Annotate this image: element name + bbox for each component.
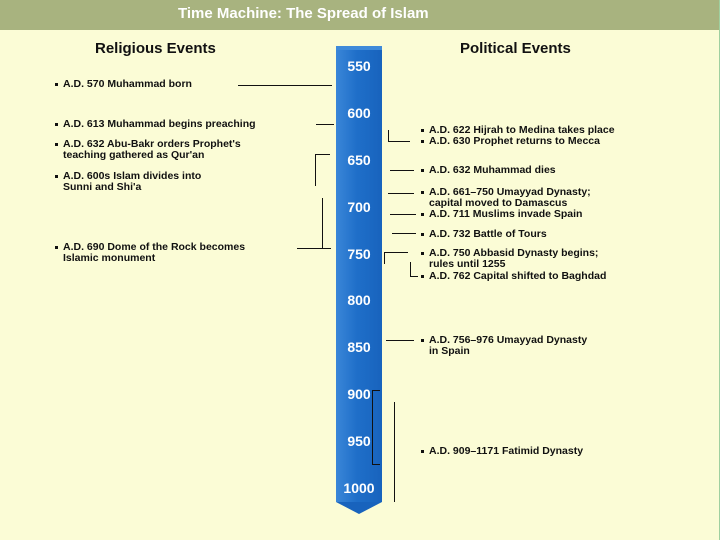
connector-909-v bbox=[372, 390, 373, 464]
event-bullet bbox=[421, 213, 424, 216]
political-event-line: A.D. 750 Abbasid Dynasty begins; bbox=[429, 247, 599, 259]
connector-632-h bbox=[315, 154, 330, 155]
religious-event-line: Islamic monument bbox=[63, 252, 156, 264]
event-bullet bbox=[421, 169, 424, 172]
connector-632-h bbox=[390, 170, 414, 171]
political-events-header: Political Events bbox=[460, 40, 571, 57]
connector-762-v bbox=[410, 262, 411, 276]
event-bullet bbox=[421, 339, 424, 342]
year-label-650: 650 bbox=[347, 152, 371, 168]
year-label-850: 850 bbox=[347, 339, 371, 355]
political-event-line: A.D. 732 Battle of Tours bbox=[429, 228, 547, 240]
event-bullet bbox=[55, 246, 58, 249]
religious-events-header: Religious Events bbox=[95, 40, 216, 57]
event-bullet bbox=[421, 450, 424, 453]
connector-570 bbox=[238, 85, 332, 86]
event-bullet bbox=[421, 233, 424, 236]
connector-762-h bbox=[410, 276, 418, 277]
religious-event-line: A.D. 613 Muhammad begins preaching bbox=[63, 118, 256, 130]
year-label-1000: 1000 bbox=[343, 480, 375, 496]
event-bullet bbox=[55, 143, 58, 146]
year-label-800: 800 bbox=[347, 292, 371, 308]
year-label-700: 700 bbox=[347, 199, 371, 215]
event-bullet bbox=[55, 83, 58, 86]
year-label-600: 600 bbox=[347, 105, 371, 121]
event-bullet bbox=[421, 191, 424, 194]
event-bullet bbox=[421, 275, 424, 278]
event-bullet bbox=[421, 140, 424, 143]
page-title: Time Machine: The Spread of Islam bbox=[178, 5, 429, 22]
event-bullet bbox=[421, 129, 424, 132]
year-label-750: 750 bbox=[347, 246, 371, 262]
event-bullet bbox=[421, 252, 424, 255]
religious-event-line: A.D. 600s Islam divides into bbox=[63, 170, 202, 182]
year-label-550: 550 bbox=[347, 58, 371, 74]
religious-event-line: teaching gathered as Qur'an bbox=[63, 149, 205, 161]
event-bullet bbox=[55, 123, 58, 126]
connector-661-h bbox=[388, 193, 414, 194]
connector-750-v bbox=[384, 252, 385, 264]
connector-630-h bbox=[388, 141, 410, 142]
year-label-900: 900 bbox=[347, 386, 371, 402]
year-label-950: 950 bbox=[347, 433, 371, 449]
political-event-line: in Spain bbox=[429, 345, 470, 357]
connector-690-v bbox=[322, 198, 323, 248]
religious-event-line: A.D. 632 Abu-Bakr orders Prophet's bbox=[63, 138, 241, 150]
political-event-line: A.D. 909–1171 Fatimid Dynasty bbox=[429, 445, 584, 457]
political-event-line: A.D. 661–750 Umayyad Dynasty; bbox=[429, 186, 591, 198]
political-event-line: rules until 1255 bbox=[429, 258, 506, 270]
event-bullet bbox=[55, 175, 58, 178]
connector-909-top bbox=[372, 390, 380, 391]
connector-711-h bbox=[390, 214, 416, 215]
political-event-line: A.D. 632 Muhammad dies bbox=[429, 164, 556, 176]
political-event-line: A.D. 622 Hijrah to Medina takes place bbox=[429, 124, 615, 136]
connector-600s-v bbox=[315, 154, 316, 186]
religious-event-line: Sunni and Shi'a bbox=[63, 181, 142, 193]
connector-732-h bbox=[392, 233, 416, 234]
political-event-line: A.D. 756–976 Umayyad Dynasty bbox=[429, 334, 588, 346]
connector-756-h bbox=[386, 340, 414, 341]
title-bar bbox=[0, 0, 720, 30]
political-event-line: A.D. 711 Muslims invade Spain bbox=[429, 208, 583, 220]
religious-event-line: A.D. 570 Muhammad born bbox=[63, 78, 192, 90]
connector-1000-v bbox=[394, 402, 395, 502]
political-event-line: A.D. 630 Prophet returns to Mecca bbox=[429, 135, 600, 147]
connector-909-bottom bbox=[372, 464, 380, 465]
connector-613 bbox=[316, 124, 334, 125]
political-event-line: capital moved to Damascus bbox=[429, 197, 568, 209]
connector-750-h bbox=[384, 252, 408, 253]
religious-event-line: A.D. 690 Dome of the Rock becomes bbox=[63, 241, 246, 253]
political-event-line: A.D. 762 Capital shifted to Baghdad bbox=[429, 270, 607, 282]
connector-690-h bbox=[297, 248, 331, 249]
timeline-arrow-tip bbox=[336, 502, 382, 514]
